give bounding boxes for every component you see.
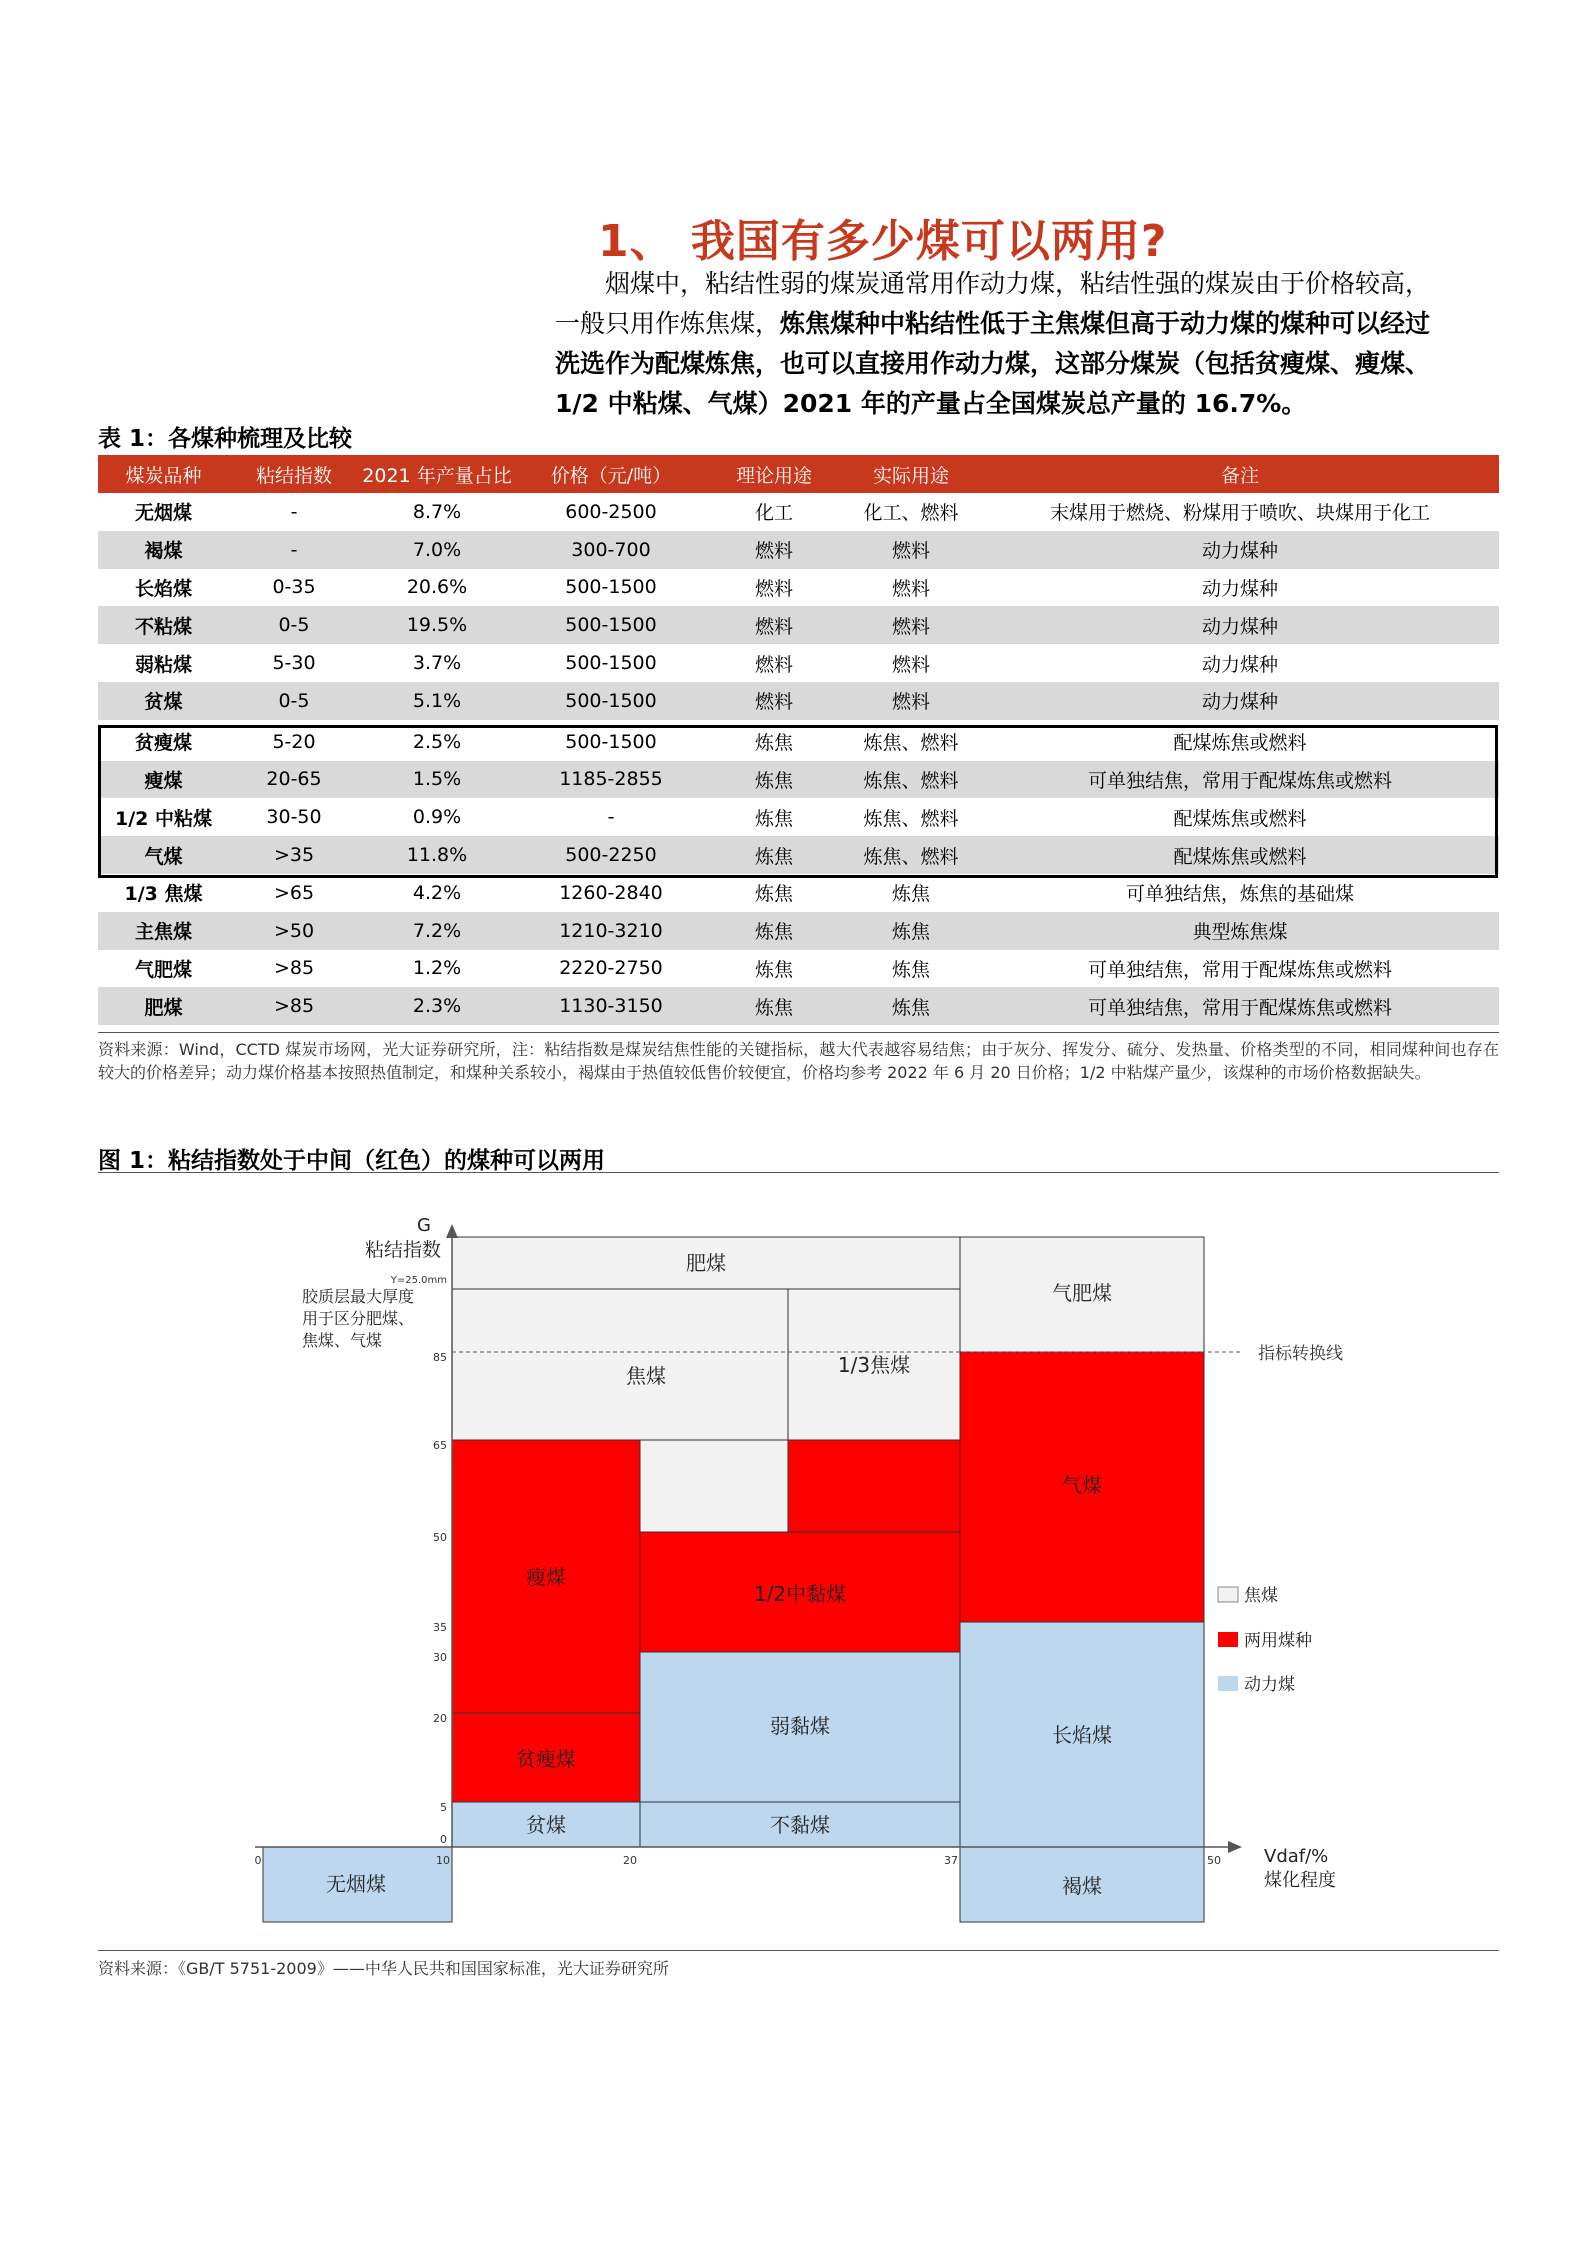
- coal-classification-chart: [0, 1180, 1587, 1940]
- table-caption: 表 1：各煤种梳理及比较: [98, 426, 353, 452]
- table-cell: 1.2%: [412, 957, 462, 980]
- label-he: 褐煤: [1062, 1874, 1102, 1898]
- table-cell: >85: [273, 957, 315, 980]
- table-cell: 炼焦: [707, 912, 841, 950]
- table-cell: 500-1500: [565, 576, 657, 599]
- legend-label-coking: 焦煤: [1244, 1586, 1278, 1606]
- legend-swatch-coking: [1218, 1587, 1238, 1602]
- label-pinshou: 贫瘦煤: [516, 1747, 576, 1771]
- table-cell: 燃料: [841, 682, 981, 720]
- region-jiao-coal-lower: [640, 1440, 788, 1532]
- table-row: [98, 987, 1499, 1025]
- label-changyan: 长焰煤: [1052, 1723, 1112, 1747]
- coal-type-cell: 长焰煤: [134, 577, 192, 600]
- legend-swatch-thermal: [1218, 1676, 1238, 1691]
- coal-type-cell: 气肥煤: [134, 958, 192, 981]
- table-row: [98, 531, 1499, 569]
- table-header-cell: 粘结指数: [229, 455, 359, 493]
- table-cell: 燃料: [707, 682, 841, 720]
- table-cell: 30-50: [266, 806, 322, 829]
- table-header-row: [98, 455, 1499, 493]
- label-shou: 瘦煤: [526, 1565, 566, 1589]
- table-cell: 500-1500: [515, 606, 707, 644]
- table-cell: 末煤用于燃烧、粉煤用于喷吹、块煤用于化工: [1049, 502, 1430, 525]
- table-cell: 2.3%: [359, 987, 515, 1025]
- table-row: [98, 644, 1499, 682]
- intro-line-1: 烟煤中，粘结性弱的煤炭通常用作动力煤，粘结性强的煤炭由于价格较高，: [605, 269, 1431, 298]
- coal-type-cell: 褐煤: [98, 531, 229, 569]
- table-row: [98, 836, 1499, 874]
- y-tick: 35: [433, 1621, 447, 1634]
- label-fei: 肥煤: [686, 1251, 726, 1275]
- table-cell: 0-5: [229, 606, 359, 644]
- x-tick: 10: [436, 1854, 450, 1867]
- label-qi: 气煤: [1062, 1473, 1102, 1497]
- table-cell: 20.6%: [406, 576, 468, 599]
- table-cell: 炼焦: [754, 732, 793, 755]
- table-cell: 燃料: [891, 653, 930, 676]
- y-note-line-1: 胶质层最大厚度: [302, 1287, 415, 1306]
- table-cell: 1185-2855: [515, 761, 707, 799]
- table-cell: 8.7%: [412, 500, 462, 523]
- y-tick: 5: [440, 1801, 447, 1814]
- table-cell: 4.2%: [412, 881, 462, 904]
- intro-line-4: 1/2 中粘煤、气煤）2021 年的产量占全国煤炭总产量的 16.7%。: [555, 389, 1307, 418]
- y-axis-arrow-icon: [446, 1224, 458, 1238]
- table-cell: 1.5%: [359, 761, 515, 799]
- table-cell: 500-1500: [565, 730, 657, 753]
- table-header-cell: 理论用途: [707, 455, 841, 493]
- figure-caption: 图 1：粘结指数处于中间（红色）的煤种可以两用: [98, 1148, 606, 1174]
- table-cell: 0-35: [272, 576, 316, 599]
- table-cell: 可单独结焦，常用于配煤炼焦或燃料: [981, 761, 1499, 799]
- legend-label-thermal: 动力煤: [1244, 1675, 1295, 1695]
- table-cell: 炼焦: [841, 912, 981, 950]
- table-cell: 炼焦: [754, 958, 793, 981]
- table-row: [98, 761, 1499, 799]
- table-cell: 燃料: [841, 531, 981, 569]
- table-cell: 7.0%: [359, 531, 515, 569]
- table-cell: 0-5: [229, 682, 359, 720]
- intro-paragraph: [555, 264, 1500, 424]
- y-tick: 50: [433, 1531, 447, 1544]
- table-cell: 可单独结焦，常用于配煤炼焦或燃料: [1087, 958, 1392, 981]
- table-cell: 燃料: [754, 577, 793, 600]
- table-cell: 燃料: [891, 577, 930, 600]
- y-tick: 85: [433, 1351, 447, 1364]
- coal-type-cell: 主焦煤: [98, 912, 229, 950]
- table-cell: 炼焦: [707, 987, 841, 1025]
- table-row: [98, 950, 1499, 988]
- x-axis-title-1: Vdaf/%: [1264, 1846, 1329, 1867]
- table-cell: -: [290, 500, 298, 523]
- x-axis-arrow-icon: [1228, 1841, 1242, 1853]
- table-header-cell: 备注: [981, 455, 1499, 493]
- coal-table: [98, 455, 1499, 1025]
- y-tick: 20: [433, 1712, 447, 1725]
- y-tick: 65: [433, 1439, 447, 1452]
- coal-type-cell: 1/3 焦煤: [124, 883, 203, 906]
- section-heading: 1、 我国有多少煤可以两用?: [598, 216, 1168, 267]
- table-cell: 可单独结焦，炼焦的基础煤: [1125, 883, 1354, 906]
- table-cell: 化工、燃料: [863, 502, 959, 525]
- coal-type-cell: 无烟煤: [134, 502, 192, 525]
- table-cell: 500-2250: [515, 836, 707, 874]
- table-cell: 炼焦: [891, 883, 930, 906]
- table-cell: 1260-2840: [559, 881, 663, 904]
- intro-line-2: [555, 304, 1500, 344]
- table-cell: 19.5%: [359, 606, 515, 644]
- table-cell: 11.8%: [359, 836, 515, 874]
- coal-type-cell: 瘦煤: [98, 761, 229, 799]
- table-cell: 动力煤种: [981, 682, 1499, 720]
- table-cell: 500-1500: [515, 682, 707, 720]
- table-cell: 动力煤种: [981, 606, 1499, 644]
- table-cell: 20-65: [229, 761, 359, 799]
- table-row: [98, 569, 1499, 607]
- label-yisan-jiao: 1/3焦煤: [837, 1353, 911, 1377]
- chart-legend: [1218, 1586, 1312, 1695]
- y-tick-labels: [433, 1351, 447, 1846]
- y-note-line-2: 用于区分肥煤、: [302, 1309, 415, 1328]
- y-axis-title: 粘结指数: [364, 1239, 442, 1261]
- table-header-cell: 价格（元/吨）: [515, 455, 707, 493]
- figure-top-rule: [98, 1172, 1499, 1173]
- table-cell: 1210-3210: [515, 912, 707, 950]
- coal-type-cell: 不粘煤: [98, 606, 229, 644]
- table-cell: 化工: [754, 502, 793, 525]
- coal-type-cell: 贫煤: [98, 682, 229, 720]
- table-cell: 燃料: [754, 653, 793, 676]
- table-header-cell: 煤炭品种: [98, 455, 229, 493]
- x-tick: 0: [254, 1854, 262, 1867]
- legend-label-dual: 两用煤种: [1244, 1631, 1312, 1651]
- coal-type-cell: 弱粘煤: [134, 653, 192, 676]
- table-cell: 0.9%: [412, 806, 462, 829]
- table-cell: 5-30: [272, 652, 316, 675]
- table-cell: 动力煤种: [1201, 577, 1278, 600]
- figure-source-note: 资料来源：《GB/T 5751-2009》——中华人民共和国国家标准，光大证券研究所: [98, 1959, 669, 1978]
- region-qi-coal-left: [788, 1440, 960, 1532]
- table-cell: >85: [229, 987, 359, 1025]
- table-row: [98, 682, 1499, 720]
- y-note-mm: Y=25.0mm: [390, 1275, 447, 1286]
- switch-line-label: 指标转换线: [1258, 1344, 1343, 1364]
- table-cell: 燃料: [841, 606, 981, 644]
- intro-line-2-normal: 一般只用作炼焦煤，: [555, 309, 781, 338]
- intro-line-2-bold: 炼焦煤种中粘结性低于主焦煤但高于动力煤的煤种可以经过: [780, 309, 1431, 338]
- table-row: [98, 493, 1499, 531]
- table-cell: 1130-3150: [515, 987, 707, 1025]
- table-cell: 2220-2750: [559, 957, 663, 980]
- table-cell: 5.1%: [359, 682, 515, 720]
- y-tick: 0: [440, 1833, 447, 1846]
- table-header-cell: 2021 年产量占比: [359, 455, 515, 493]
- table-cell: 配煤炼焦或燃料: [981, 836, 1499, 874]
- label-pin: 贫煤: [526, 1813, 566, 1837]
- coal-type-cell: 肥煤: [98, 987, 229, 1025]
- table-cell: 炼焦: [707, 836, 841, 874]
- table-row: [98, 798, 1499, 836]
- table-cell: -: [229, 531, 359, 569]
- coal-type-cell: 贫瘦煤: [134, 732, 192, 755]
- legend-swatch-dual: [1218, 1632, 1238, 1647]
- table-cell: 炼焦: [754, 883, 793, 906]
- table-cell: 炼焦: [841, 987, 981, 1025]
- y-note-line-3: 焦煤、气煤: [302, 1331, 383, 1350]
- table-row: [98, 912, 1499, 950]
- figure-bottom-rule: [98, 1950, 1499, 1951]
- table-cell: 炼焦: [707, 761, 841, 799]
- label-qifei: 气肥煤: [1052, 1281, 1112, 1305]
- table-cell: >50: [229, 912, 359, 950]
- table-cell: 炼焦、燃料: [841, 836, 981, 874]
- y-axis-g-label: G: [417, 1215, 431, 1236]
- table-cell: 7.2%: [359, 912, 515, 950]
- table-cell: 2.5%: [412, 730, 462, 753]
- x-tick: 37: [944, 1854, 958, 1867]
- table-cell: 炼焦、燃料: [863, 732, 959, 755]
- table-cell: 动力煤种: [981, 531, 1499, 569]
- intro-line-3: 洗选作为配煤炼焦，也可以直接用作动力煤，这部分煤炭（包括贫瘦煤、瘦煤、: [555, 349, 1431, 378]
- table-cell: 300-700: [515, 531, 707, 569]
- coal-type-cell: 气煤: [98, 836, 229, 874]
- table-cell: -: [607, 806, 615, 829]
- table-cell: 配煤炼焦或燃料: [1173, 732, 1307, 755]
- table-cell: >35: [229, 836, 359, 874]
- table-header-cell: 实际用途: [841, 455, 981, 493]
- table-cell: 炼焦、燃料: [841, 761, 981, 799]
- table-row: [98, 606, 1499, 644]
- table-cell: 动力煤种: [1201, 653, 1278, 676]
- table-cell: 配煤炼焦或燃料: [1173, 807, 1307, 830]
- table-source-note: 资料来源：Wind，CCTD 煤炭市场网，光大证券研究所，注：粘结指数是煤炭结焦性能的关键指标，越大代表越容易结焦；由于灰分、挥发分、硫分、发热量、价格类型的不同，相同煤种间也存在较大的价格差异；动力煤价格基本按照热值制定，和煤种关系较小，褐煤由于热值较低售价较便宜，价格均参考 2022 年 6 月 20 日价格；1/2 中粘煤产量少，该煤种的市场价格数据缺失。: [98, 1040, 1499, 1082]
- table-cell: 500-1500: [565, 652, 657, 675]
- table-cell: 燃料: [707, 606, 841, 644]
- table-cell: 炼焦: [754, 807, 793, 830]
- table-row: [98, 874, 1499, 912]
- table-cell: 炼焦: [891, 958, 930, 981]
- label-ruonian: 弱黏煤: [770, 1714, 830, 1738]
- y-tick: 30: [433, 1651, 447, 1664]
- table-cell: 5-20: [272, 730, 316, 753]
- x-tick: 20: [623, 1854, 637, 1867]
- label-jiao: 焦煤: [626, 1364, 666, 1388]
- coal-type-cell: 1/2 中粘煤: [115, 807, 212, 830]
- table-cell: 3.7%: [412, 652, 462, 675]
- label-wuyan: 无烟煤: [326, 1872, 386, 1896]
- table-cell: >65: [273, 881, 315, 904]
- table-row: [98, 723, 1499, 761]
- label-bunian: 不黏煤: [770, 1813, 830, 1837]
- table-cell: 可单独结焦，常用于配煤炼焦或燃料: [981, 987, 1499, 1025]
- table-cell: 燃料: [707, 531, 841, 569]
- region-jiao-coal-upper: [452, 1289, 788, 1440]
- table-bottom-rule: [98, 1032, 1499, 1033]
- table-cell: 典型炼焦煤: [981, 912, 1499, 950]
- label-yier-zhong: 1/2中黏煤: [753, 1582, 847, 1606]
- table-cell: 炼焦、燃料: [863, 807, 959, 830]
- x-axis-title-2: 煤化程度: [1264, 1870, 1336, 1891]
- x-tick: 50: [1207, 1854, 1221, 1867]
- table-cell: 600-2500: [565, 500, 657, 523]
